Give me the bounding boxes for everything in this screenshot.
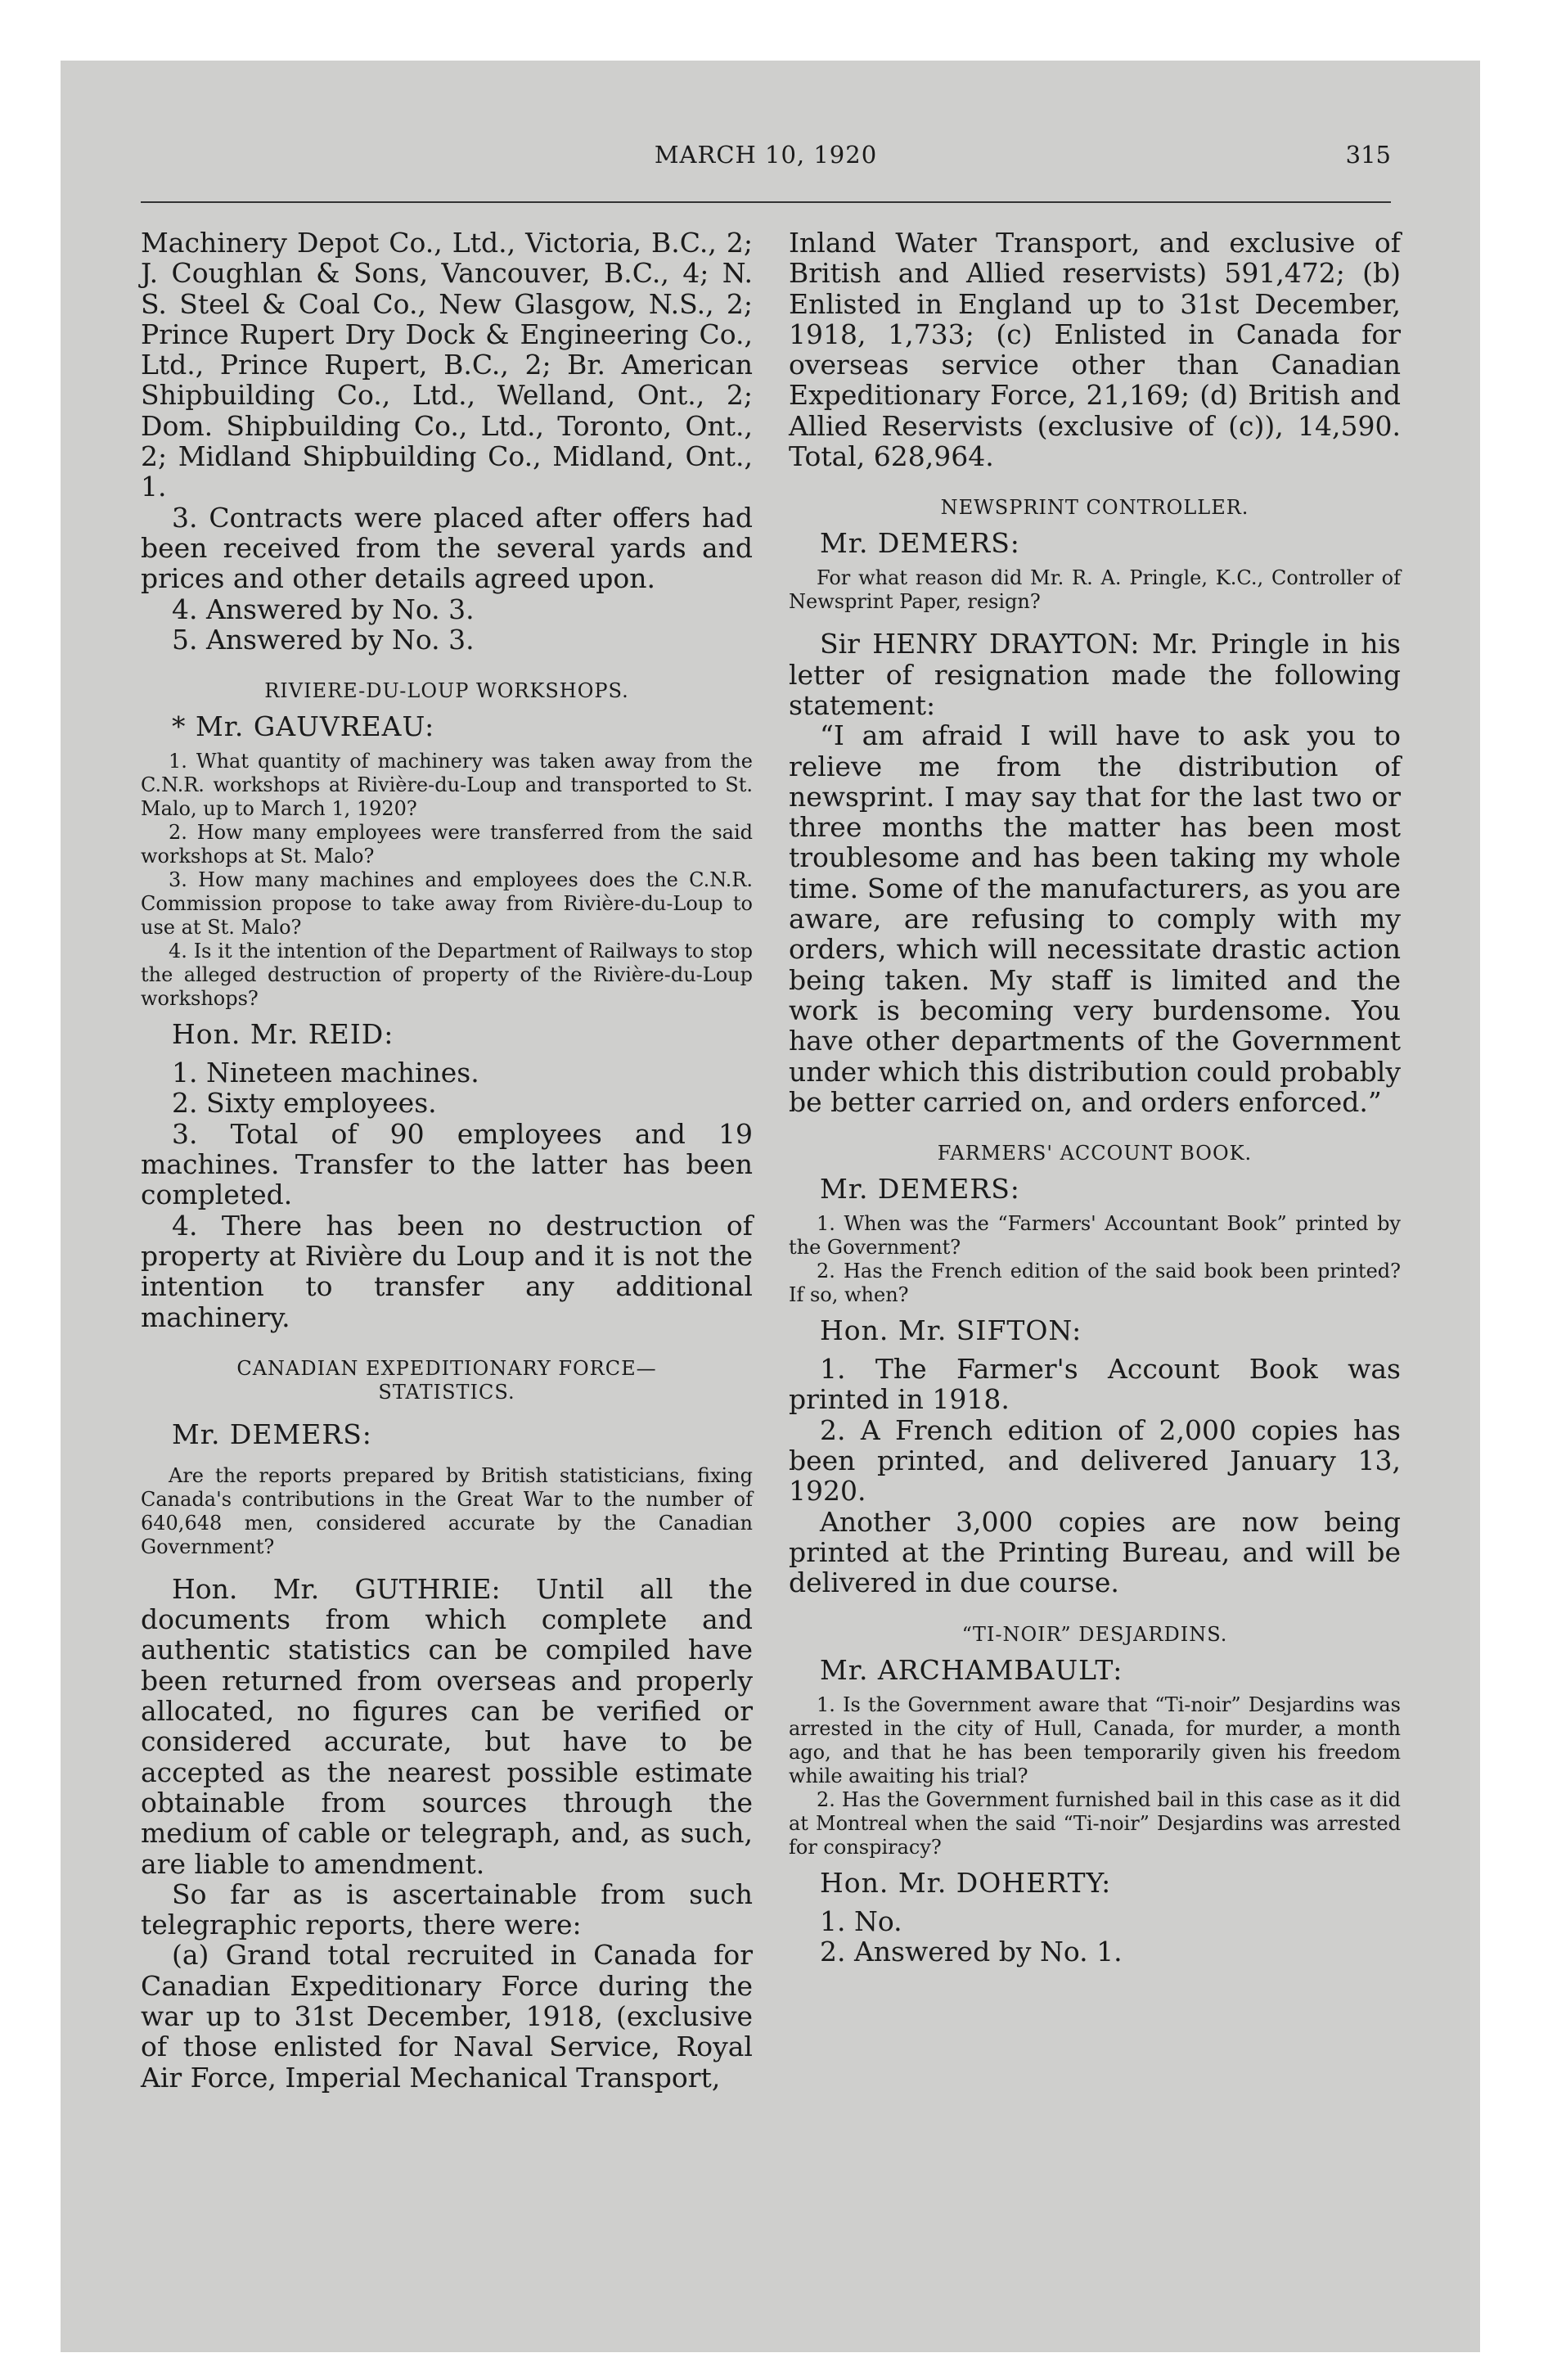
quote-pringle: “I am afraid I will have to ask you to relieve me from the distribution of newsprint. I may say that for the last two or three months the matter has been most troublesome and has been taking my whole time. Some of the manufacturers, as you are aware, are refusing to comply with my orders, which will necessitate drastic action being taken. My staff is limited and the work is becoming very burdensome. You have other departments of the Government under which this distribution could probably be better carried on, and orders enforced.” — [789, 719, 1401, 1118]
asker-gauvreau: * Mr. GAUVREAU: — [172, 710, 435, 743]
answer-3: 3. Total of 90 employees and 19 machines. Transfer to the latter has been completed. — [141, 1117, 753, 1211]
answer-item-3: 3. Contracts were placed after offers had been received from the several yards and prices and other details agreed upon. — [141, 501, 753, 595]
section-heading-newsprint: NEWSPRINT CONTROLLER. — [940, 496, 1249, 520]
asker-demers: Mr. DEMERS: — [172, 1418, 372, 1450]
right-column — [789, 228, 1401, 1967]
answer-item-5: 5. Answered by No. 3. — [172, 623, 475, 656]
question-newsprint: For what reason did Mr. R. A. Pringle, K.C., Controller of Newsprint Paper, resign? — [789, 566, 1401, 614]
answer-2: 2. Sixty employees. — [172, 1087, 437, 1120]
question-1: 1. What quantity of machinery was taken away from the C.N.R. workshops at Rivière-du-Loup and transported to St. Malo, up to March 1, 1920? — [141, 750, 753, 821]
question-tinoir-2: 2. Has the Government furnished bail in this case as it did at Montreal when the said “Ti-noir” Desjardins was arrested for conspiracy? — [789, 1787, 1401, 1859]
section-heading-farmers: FARMERS' ACCOUNT BOOK. — [937, 1142, 1253, 1165]
question-cef: Are the reports prepared by British statisticians, fixing Canada's contributions in the Great War to the number of 640,648 men, considered accurate by the Canadian Government? — [141, 1463, 753, 1558]
answer-drayton: Sir HENRY DRAYTON: Mr. Pringle in his letter of resignation made the following statement: — [789, 628, 1401, 721]
paragraph-telegraphic: So far as is ascertainable from such telegraphic reports, there were: — [141, 1877, 753, 1941]
question-4: 4. Is it the intention of the Department of Railways to stop the alleged destruction of property of the Rivière-du-Loup workshops? — [141, 940, 753, 1011]
question-3: 3. How many machines and employees does the C.N.R. Commission propose to take away from Rivière-du-Loup to use at St. Malo? — [141, 868, 753, 940]
paragraph-shipbuilders-list: Machinery Depot Co., Ltd., Victoria, B.C., 2; J. Coughlan & Sons, Vancouver, B.C., 4; N. S. Steel & Coal Co., New Glasgow, N.S., 2; Prince Rupert Dry Dock & Engineering Co., Ltd., Prince Rupert, B.C., 2; Br. American Shipbuilding Co., Ltd., Welland, Ont., 2; Dom. Shipbuilding Co., Ltd., Toronto, Ont., 2; Midland Shipbuilding Co., Midland, Ont., 1. — [141, 227, 753, 503]
answer-farmers-3: Another 3,000 copies are now being printed at the Printing Bureau, and will be delivered in due course. — [789, 1505, 1401, 1599]
section-heading-tinoir: “TI-NOIR” DESJARDINS. — [961, 1622, 1228, 1646]
asker-demers-newsprint: Mr. DEMERS: — [820, 527, 1020, 560]
question-2: 2. How many employees were transferred from the said workshops at St. Malo? — [141, 821, 753, 868]
answer-4: 4. There has been no destruction of property at Rivière du Loup and it is not the intention to transfer any additional machinery. — [141, 1209, 753, 1333]
answer-tinoir-2: 2. Answered by No. 1. — [820, 1935, 1123, 1968]
question-farmers-1: 1. When was the “Farmers' Accountant Book” printed by the Government? — [789, 1212, 1401, 1260]
paragraph-continued: Inland Water Transport, and exclusive of British and Allied reservists) 591,472; (b) Enlisted in England up to 31st December, 1918, 1,733; (c) Enlisted in Canada for overseas service other than Canadian Expeditionary Force, 21,169; (d) British and Allied Reservists (exclusive of (c)), 14,590. Total, 628,964. — [789, 227, 1401, 473]
running-header — [141, 141, 1391, 174]
asker-archambault: Mr. ARCHAMBAULT: — [820, 1653, 1123, 1686]
answerer-reid: Hon. Mr. REID: — [172, 1018, 394, 1051]
answer-tinoir-1: 1. No. — [820, 1904, 902, 1937]
answer-1: 1. Nineteen machines. — [172, 1057, 479, 1089]
section-heading-riviere: RIVIERE-DU-LOUP WORKSHOPS. — [264, 679, 629, 703]
answer-farmers-1: 1. The Farmer's Account Book was printed in 1918. — [789, 1353, 1401, 1416]
answerer-doherty: Hon. Mr. DOHERTY: — [820, 1866, 1112, 1899]
header-date: MARCH 10, 1920 — [654, 141, 878, 169]
asker-demers-farmers: Mr. DEMERS: — [820, 1173, 1020, 1206]
question-tinoir-1: 1. Is the Government aware that “Ti-noir” Desjardins was arrested in the city of Hull, Canada, for murder, a month ago, and that he has been temporarily given his freedom while awaiting his trial? — [789, 1693, 1401, 1787]
paragraph-grand-total: (a) Grand total recruited in Canada for Canadian Expeditionary Force during the war up to 31st December, 1918, (exclusive of those enlisted for Naval Service, Royal Air Force, Imperial Mechanical Transport, — [141, 1939, 753, 2094]
left-column — [141, 228, 753, 2093]
answer-farmers-2: 2. A French edition of 2,000 copies has been printed, and delivered January 13, 1920. — [789, 1413, 1401, 1508]
answerer-sifton: Hon. Mr. SIFTON: — [820, 1314, 1082, 1347]
answer-guthrie: Hon. Mr. GUTHRIE: Until all the documents from which complete and authentic statistics can be compiled have been returned from overseas and properly allocated, no figures can be verified or considered accurate, but have to be accepted as the nearest possible estimate obtainable from sources through the medium of cable or telegraph, and, as such, are liable to amendment. — [141, 1572, 753, 1880]
section-heading-cef: CANADIAN EXPEDITIONARY FORCE— STATISTICS. — [236, 1356, 657, 1404]
page-number: 315 — [1345, 141, 1391, 169]
question-farmers-2: 2. Has the French edition of the said book been printed? If so, when? — [789, 1260, 1401, 1307]
answer-item-4: 4. Answered by No. 3. — [172, 593, 475, 625]
header-rule — [141, 201, 1391, 203]
